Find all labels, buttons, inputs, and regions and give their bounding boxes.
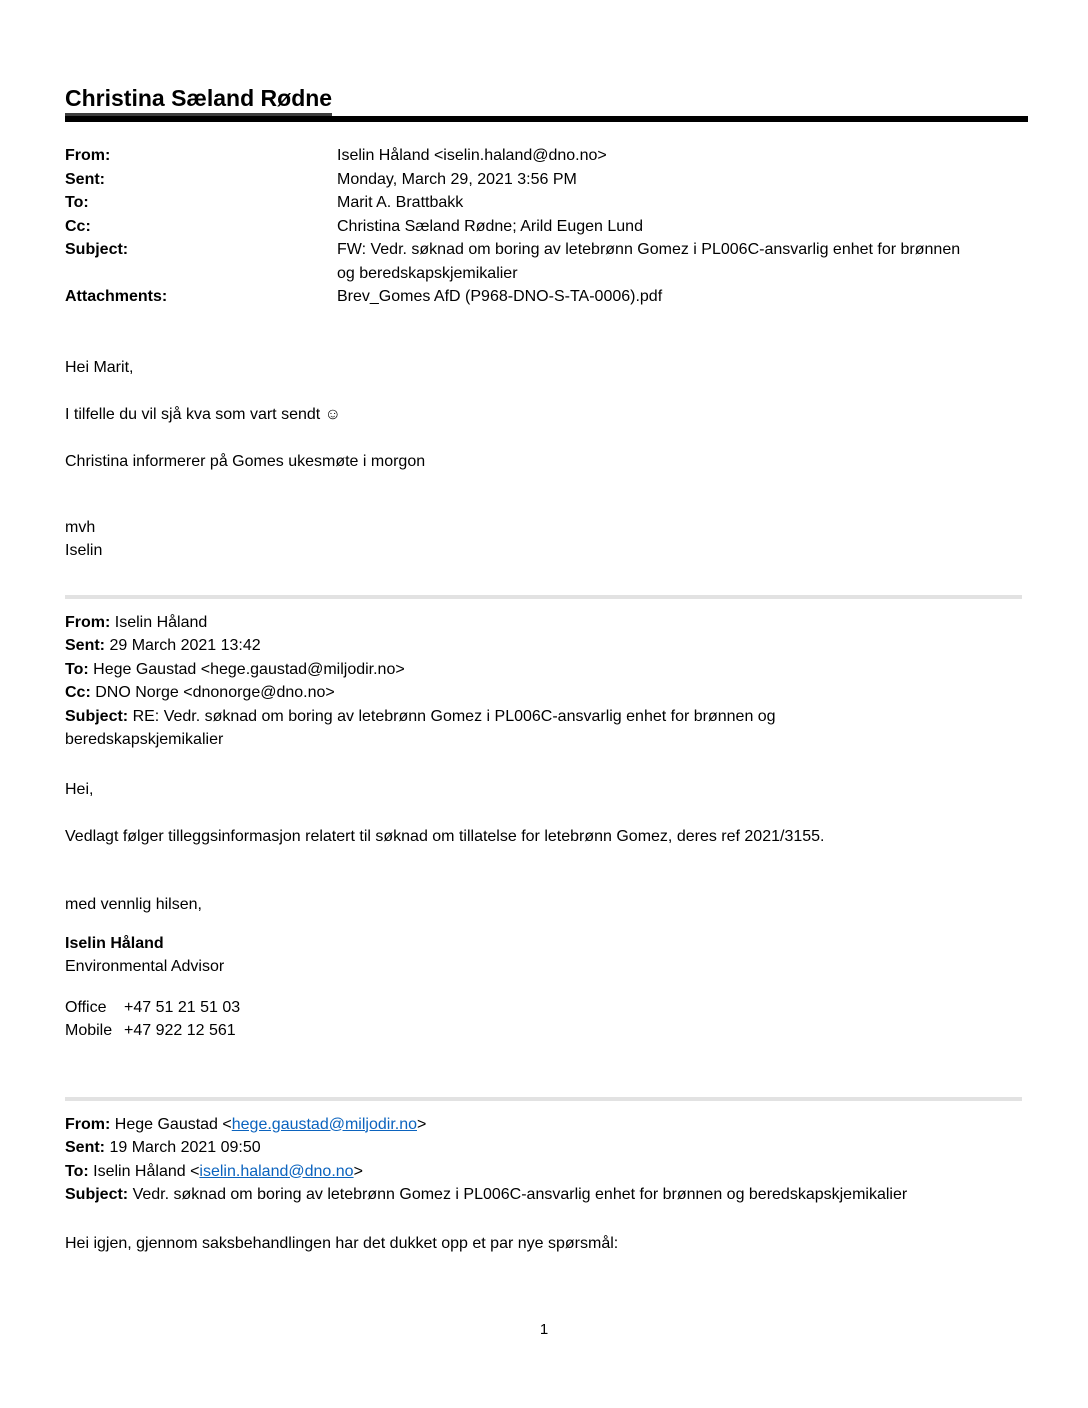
to-label: To: (65, 194, 89, 211)
cc-value: DNO Norge <dnonorge@dno.no> (90, 684, 335, 701)
office-phone-row (65, 996, 1028, 1020)
print-header (65, 86, 1028, 122)
attachments-label: Attachments: (65, 288, 168, 305)
quoted-2-to-row (65, 1160, 1028, 1184)
page-footer (0, 1320, 1088, 1340)
sent-label: Sent: (65, 1139, 105, 1156)
office-phone-label: Office (65, 998, 107, 1016)
message-body (65, 356, 1028, 563)
mobile-phone-label: Mobile (65, 1022, 113, 1039)
from-label: From: (65, 1115, 111, 1133)
to-value: Hege Gaustad <hege.gaustad@miljodir.no> (88, 660, 405, 678)
from-email-link[interactable]: hege.gaustad@miljodir.no (231, 1115, 417, 1133)
quoted-1-body (65, 778, 1028, 1043)
greeting-text: Hei Marit, (65, 358, 134, 376)
quoted-2-body-line: Hei igjen, gjennom saksbehandlingen har det dukket opp et par nye spørsmål: (65, 1234, 619, 1252)
body-line-1: I tilfelle du vil sjå kva som vart sendt ☺ (65, 405, 341, 423)
subject-label: Subject: (65, 241, 129, 258)
header-rule (65, 116, 1028, 122)
quoted-1-subject-row (65, 705, 865, 752)
office-phone-number: +47 51 21 51 03 (124, 998, 241, 1016)
quoted-2-sent-row (65, 1136, 1028, 1160)
from-bracket-close: > (417, 1115, 427, 1133)
from-value: Iselin Håland <iselin.haland@dno.no> (337, 147, 607, 164)
signature-name: Iselin (65, 542, 103, 559)
quoted-1-header (65, 611, 1028, 752)
quoted-2-subject-row (65, 1183, 1028, 1207)
cc-value: Christina Sæland Rødne; Arild Eugen Lund (337, 217, 643, 235)
signature-job-title: Environmental Advisor (65, 958, 225, 975)
attachments-value: Brev_Gomes AfD (P968-DNO-S-TA-0006).pdf (337, 288, 663, 305)
to-email-link[interactable]: iselin.haland@dno.no (199, 1162, 354, 1180)
quoted-2-from-row (65, 1113, 1028, 1137)
sent-value: 29 March 2021 13:42 (105, 637, 261, 654)
cc-label: Cc: (65, 217, 91, 235)
subject-value: Vedr. søknad om boring av letebrønn Gomez i PL006C-ansvarlig enhet for brønnen og beredskapskjemikalier (128, 1186, 908, 1203)
to-label: To: (65, 1162, 89, 1180)
page-number: 1 (539, 1321, 549, 1338)
subject-value: FW: Vedr. søknad om boring av letebrønn Gomez i PL006C-ansvarlig enhet for brønnen og beredskapskjemikalier (337, 241, 961, 282)
quoted-message-separator (65, 1097, 1022, 1101)
quoted-1-cc-row (65, 681, 1028, 705)
sent-value: 19 March 2021 09:50 (105, 1139, 261, 1156)
body-line-1: Vedlagt følger tilleggsinformasjon relatert til søknad om tillatelse for letebrønn Gomez, deres ref 2021/3155. (65, 827, 825, 845)
signature-name: Iselin Håland (65, 934, 164, 952)
quoted-1-sent-row (65, 634, 1028, 658)
quoted-message-separator (65, 595, 1022, 599)
cc-label: Cc: (65, 684, 91, 701)
signoff-text: mvh (65, 518, 96, 536)
body-line-2: Christina informerer på Gomes ukesmøte i morgon (65, 453, 426, 470)
quoted-2-header (65, 1113, 1028, 1207)
from-label: From: (65, 147, 111, 164)
page-title: Christina Sæland Rødne (65, 86, 332, 116)
from-name: Hege Gaustad < (110, 1115, 232, 1133)
sent-label: Sent: (65, 170, 105, 188)
greeting-text: Hei, (65, 780, 94, 798)
sent-value: Monday, March 29, 2021 3:56 PM (337, 170, 577, 188)
message-header-fields (65, 144, 1028, 309)
subject-label: Subject: (65, 1186, 129, 1203)
sent-label: Sent: (65, 637, 105, 654)
closing-text: med vennlig hilsen, (65, 896, 202, 913)
mobile-phone-number: +47 922 12 561 (124, 1022, 236, 1039)
from-value: Iselin Håland (110, 613, 208, 631)
to-value: Marit A. Brattbakk (337, 194, 464, 211)
to-label: To: (65, 660, 89, 678)
signature-phones (65, 996, 1028, 1043)
from-label: From: (65, 613, 111, 631)
subject-value: RE: Vedr. søknad om boring av letebrønn Gomez i PL006C-ansvarlig enhet for brønnen og beredskapskjemikalier (65, 707, 776, 748)
mobile-phone-row (65, 1019, 1028, 1043)
to-name: Iselin Håland < (88, 1162, 200, 1180)
subject-label: Subject: (65, 707, 129, 725)
quoted-message-2 (65, 1113, 1028, 1256)
quoted-1-from-row (65, 611, 1028, 635)
quoted-1-to-row (65, 658, 1028, 682)
quoted-message-1 (65, 611, 1028, 1043)
to-bracket-close: > (353, 1162, 363, 1180)
